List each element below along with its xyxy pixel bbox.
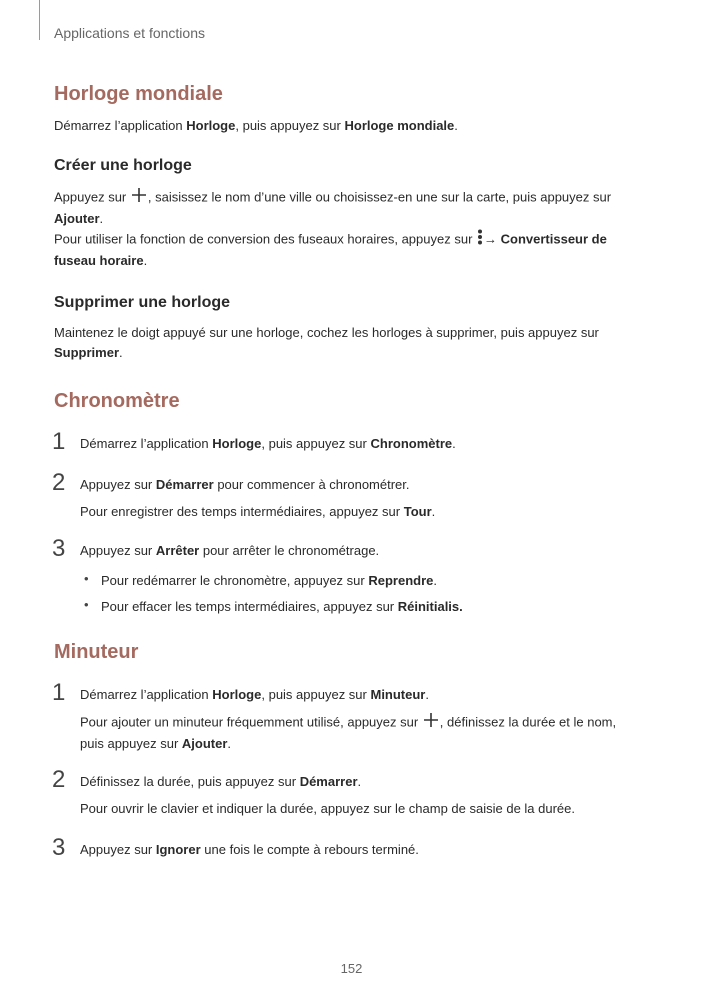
- stopwatch-step-2-note: Pour enregistrer des temps intermédiaires, appuyez sur Tour.: [80, 504, 436, 519]
- bullet-mark: •: [84, 571, 89, 586]
- stopwatch-bullet-reset: Pour effacer les temps intermédiaires, appuyez sur Réinitialis.: [101, 599, 463, 614]
- subsection-title-delete-clock: Supprimer une horloge: [54, 294, 231, 311]
- step-number: 2: [52, 469, 66, 496]
- delete-clock-text: Maintenez le doigt appuyé sur une horloge, cochez les horloges à supprimer, puis appuyez sur Supprimer.: [54, 325, 599, 360]
- header-divider: [39, 0, 40, 40]
- world-clock-intro: Démarrez l’application Horloge, puis appuyez sur Horloge mondiale.: [54, 118, 458, 133]
- step-number: 3: [52, 535, 66, 562]
- timer-step-3: Appuyez sur Ignorer une fois le compte à rebours terminé.: [80, 842, 419, 857]
- create-clock-text: Appuyez sur , saisissez le nom d’une ville ou choisissez-en une sur la carte, puis appuyez sur Ajouter. Pour utiliser la fonction de conversion des fuseaux horaires, appuyez sur → Convertisseur de fuseau horaire.: [54, 187, 654, 271]
- timer-step-2: Définissez la durée, puis appuyez sur Démarrer.: [80, 774, 362, 789]
- page-header: Applications et fonctions: [54, 25, 205, 41]
- timer-step-2-note: Pour ouvrir le clavier et indiquer la durée, appuyez sur le champ de saisie de la durée.: [80, 801, 575, 816]
- timer-step-1: Démarrez l’application Horloge, puis appuyez sur Minuteur.: [80, 687, 429, 702]
- page-number: 152: [340, 961, 363, 976]
- bullet-mark: •: [84, 597, 89, 612]
- add-icon: [423, 712, 439, 734]
- more-options-icon: [477, 229, 483, 251]
- step-number: 1: [52, 428, 66, 455]
- section-title-stopwatch: Chronomètre: [54, 390, 180, 412]
- step-number: 1: [52, 679, 66, 706]
- stopwatch-step-2: Appuyez sur Démarrer pour commencer à chronométrer.: [80, 477, 410, 492]
- section-title-timer: Minuteur: [54, 641, 139, 663]
- stopwatch-step-3: Appuyez sur Arrêter pour arrêter le chronométrage.: [80, 543, 380, 558]
- section-title-world-clock: Horloge mondiale: [54, 83, 223, 105]
- stopwatch-bullet-resume: Pour redémarrer le chronomètre, appuyez sur Reprendre.: [101, 573, 438, 588]
- step-number: 3: [52, 834, 66, 861]
- add-icon: [131, 187, 147, 209]
- subsection-title-create-clock: Créer une horloge: [54, 157, 192, 174]
- step-number: 2: [52, 766, 66, 793]
- stopwatch-step-1: Démarrez l’application Horloge, puis appuyez sur Chronomètre.: [80, 436, 456, 451]
- timer-step-1-note: Pour ajouter un minuteur fréquemment utilisé, appuyez sur , définissez la durée et le nom, puis appuyez sur Ajouter.: [80, 712, 660, 754]
